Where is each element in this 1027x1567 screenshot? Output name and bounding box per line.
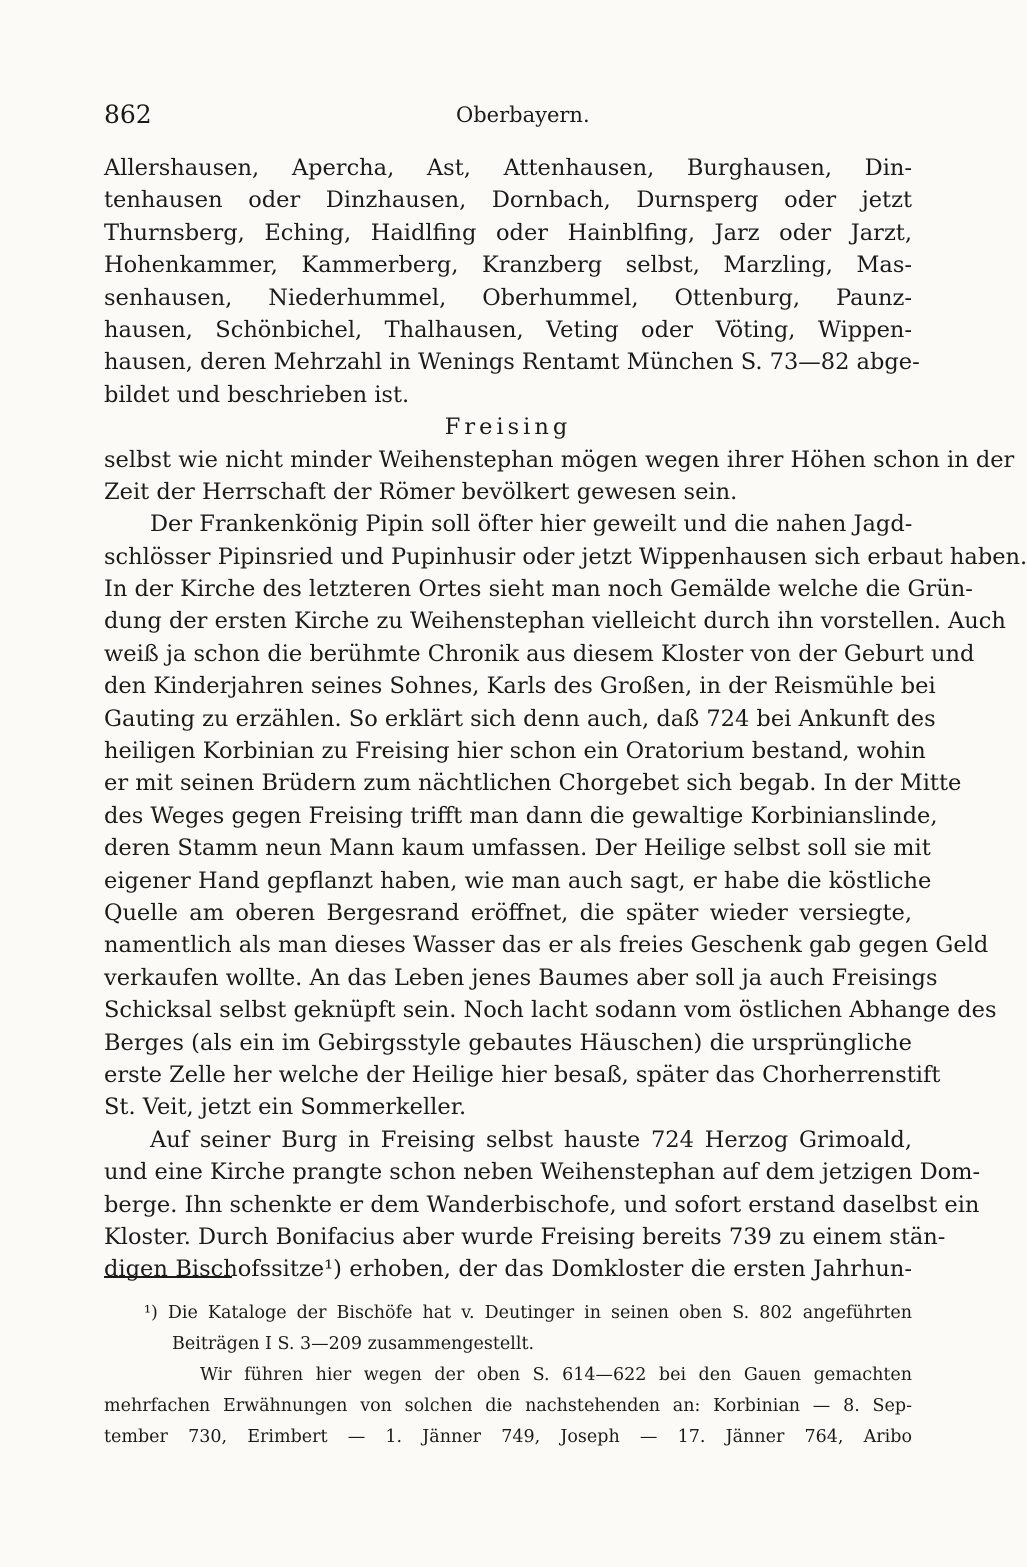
paragraph-start: Der Frankenkönig Pipin soll öfter hier geweilt und die nahen Jagd- xyxy=(150,511,913,538)
text-line: weiß ja schon die berühmte Chronik aus diesem Kloster von der Geburt und xyxy=(104,640,975,667)
footnotes xyxy=(104,1298,912,1453)
text-line: digen Bischofssitze¹) erhoben, der das Domkloster die ersten Jahrhun- xyxy=(104,1256,912,1283)
text-line: St. Veit, jetzt ein Sommerkeller. xyxy=(104,1094,467,1121)
text-line: Schicksal selbst geknüpft sein. Noch lacht sodann vom östlichen Abhange des xyxy=(104,997,997,1024)
text-line: bildet und beschrieben ist. xyxy=(104,381,410,408)
text-line: Allershausen, Apercha, Ast, Attenhausen, Burghausen, Din- xyxy=(104,155,912,181)
text-line: selbst wie nicht minder Weihenstephan mögen wegen ihrer Höhen schon in der xyxy=(104,446,1015,473)
text-line: erste Zelle her welche der Heilige hier besaß, später das Chorherrenstift xyxy=(104,1061,941,1088)
text-line: heiligen Korbinian zu Freising hier schon ein Oratorium bestand, wohin xyxy=(104,738,926,765)
text-line: den Kinderjahren seines Sohnes, Karls des Großen, in der Reismühle bei xyxy=(104,673,936,700)
footnote-line: Beiträgen I S. 3—209 zusammengestellt. xyxy=(172,1334,535,1354)
text-line: schlösser Pipinsried und Pupinhusir oder jetzt Wippenhausen sich erbaut haben. xyxy=(104,543,1027,570)
text-line: er mit seinen Brüdern zum nächtlichen Chorgebet sich begab. In der Mitte xyxy=(104,770,962,797)
text-line: Quelle am oberen Bergesrand eröffnet, die später wieder versiegte, xyxy=(104,899,912,926)
text-line: Gauting zu erzählen. So erklärt sich denn auch, daß 724 bei Ankunft des xyxy=(104,705,936,732)
footnote-line: ¹) Die Kataloge der Bischöfe hat v. Deutinger in seinen oben S. 802 angeführten xyxy=(144,1303,912,1323)
text-line: dung der ersten Kirche zu Weihenstephan vielleicht durch ihn vorstellen. Auch xyxy=(104,608,1006,635)
text-line: Zeit der Herrschaft der Römer bevölkert gewesen sein. xyxy=(104,478,738,505)
text-line: deren Stamm neun Mann kaum umfassen. Der Heilige selbst soll sie mit xyxy=(104,835,931,862)
text-line: hausen, Schönbichel, Thalhausen, Veting oder Vöting, Wippen- xyxy=(104,316,912,343)
text-line: In der Kirche des letzteren Ortes sieht man noch Gemälde welche die Grün- xyxy=(104,576,973,603)
text-line: Kloster. Durch Bonifacius aber wurde Freising bereits 739 zu einem stän- xyxy=(104,1223,946,1250)
text-line: des Weges gegen Freising trifft man dann die gewaltige Korbinianslinde, xyxy=(104,802,938,829)
running-title: Oberbayern. xyxy=(456,103,590,127)
footnote-divider xyxy=(104,1276,232,1278)
text-line: Berges (als ein im Gebirgsstyle gebautes Häuschen) die ursprüngliche xyxy=(104,1029,912,1056)
section-word-freising: Freising xyxy=(444,414,572,441)
text-line: und eine Kirche prangte schon neben Weihenstephan auf dem jetzigen Dom- xyxy=(104,1159,981,1186)
paragraph-start: Auf seiner Burg in Freising selbst hauste 724 Herzog Grimoald, xyxy=(150,1126,912,1153)
text-line: Thurnsberg, Eching, Haidlfing oder Hainblfing, Jarz oder Jarzt, xyxy=(104,219,912,246)
text-line: hausen, deren Mehrzahl in Wenings Rentamt München S. 73—82 abge- xyxy=(104,349,920,376)
footnote-line: tember 730, Erimbert — 1. Jänner 749, Joseph — 17. Jänner 764, Aribo xyxy=(104,1427,912,1447)
text-line: verkaufen wollte. An das Leben jenes Baumes aber soll ja auch Freisings xyxy=(104,964,938,991)
page-number: 862 xyxy=(104,100,152,129)
text-line: senhausen, Niederhummel, Oberhummel, Ottenburg, Paunz- xyxy=(104,284,912,311)
footnote-line: mehrfachen Erwähnungen von solchen die nachstehenden an: Korbinian — 8. Sep- xyxy=(104,1396,912,1416)
footnote-line: Wir führen hier wegen der oben S. 614—622 bei den Gauen gemachten xyxy=(200,1365,912,1385)
text-line: namentlich als man dieses Wasser das er als freies Geschenk gab gegen Geld xyxy=(104,932,989,959)
text-line: eigener Hand gepflanzt haben, wie man auch sagt, er habe die köstliche xyxy=(104,867,932,894)
text-line: Hohenkammer, Kammerberg, Kranzberg selbst, Marzling, Mas- xyxy=(104,252,912,279)
text-line: berge. Ihn schenkte er dem Wanderbischofe, und sofort erstand daselbst ein xyxy=(104,1191,980,1218)
text-line: tenhausen oder Dinzhausen, Dornbach, Durnsperg oder jetzt xyxy=(104,187,912,214)
running-head xyxy=(104,100,912,132)
body-text xyxy=(104,152,1027,1286)
